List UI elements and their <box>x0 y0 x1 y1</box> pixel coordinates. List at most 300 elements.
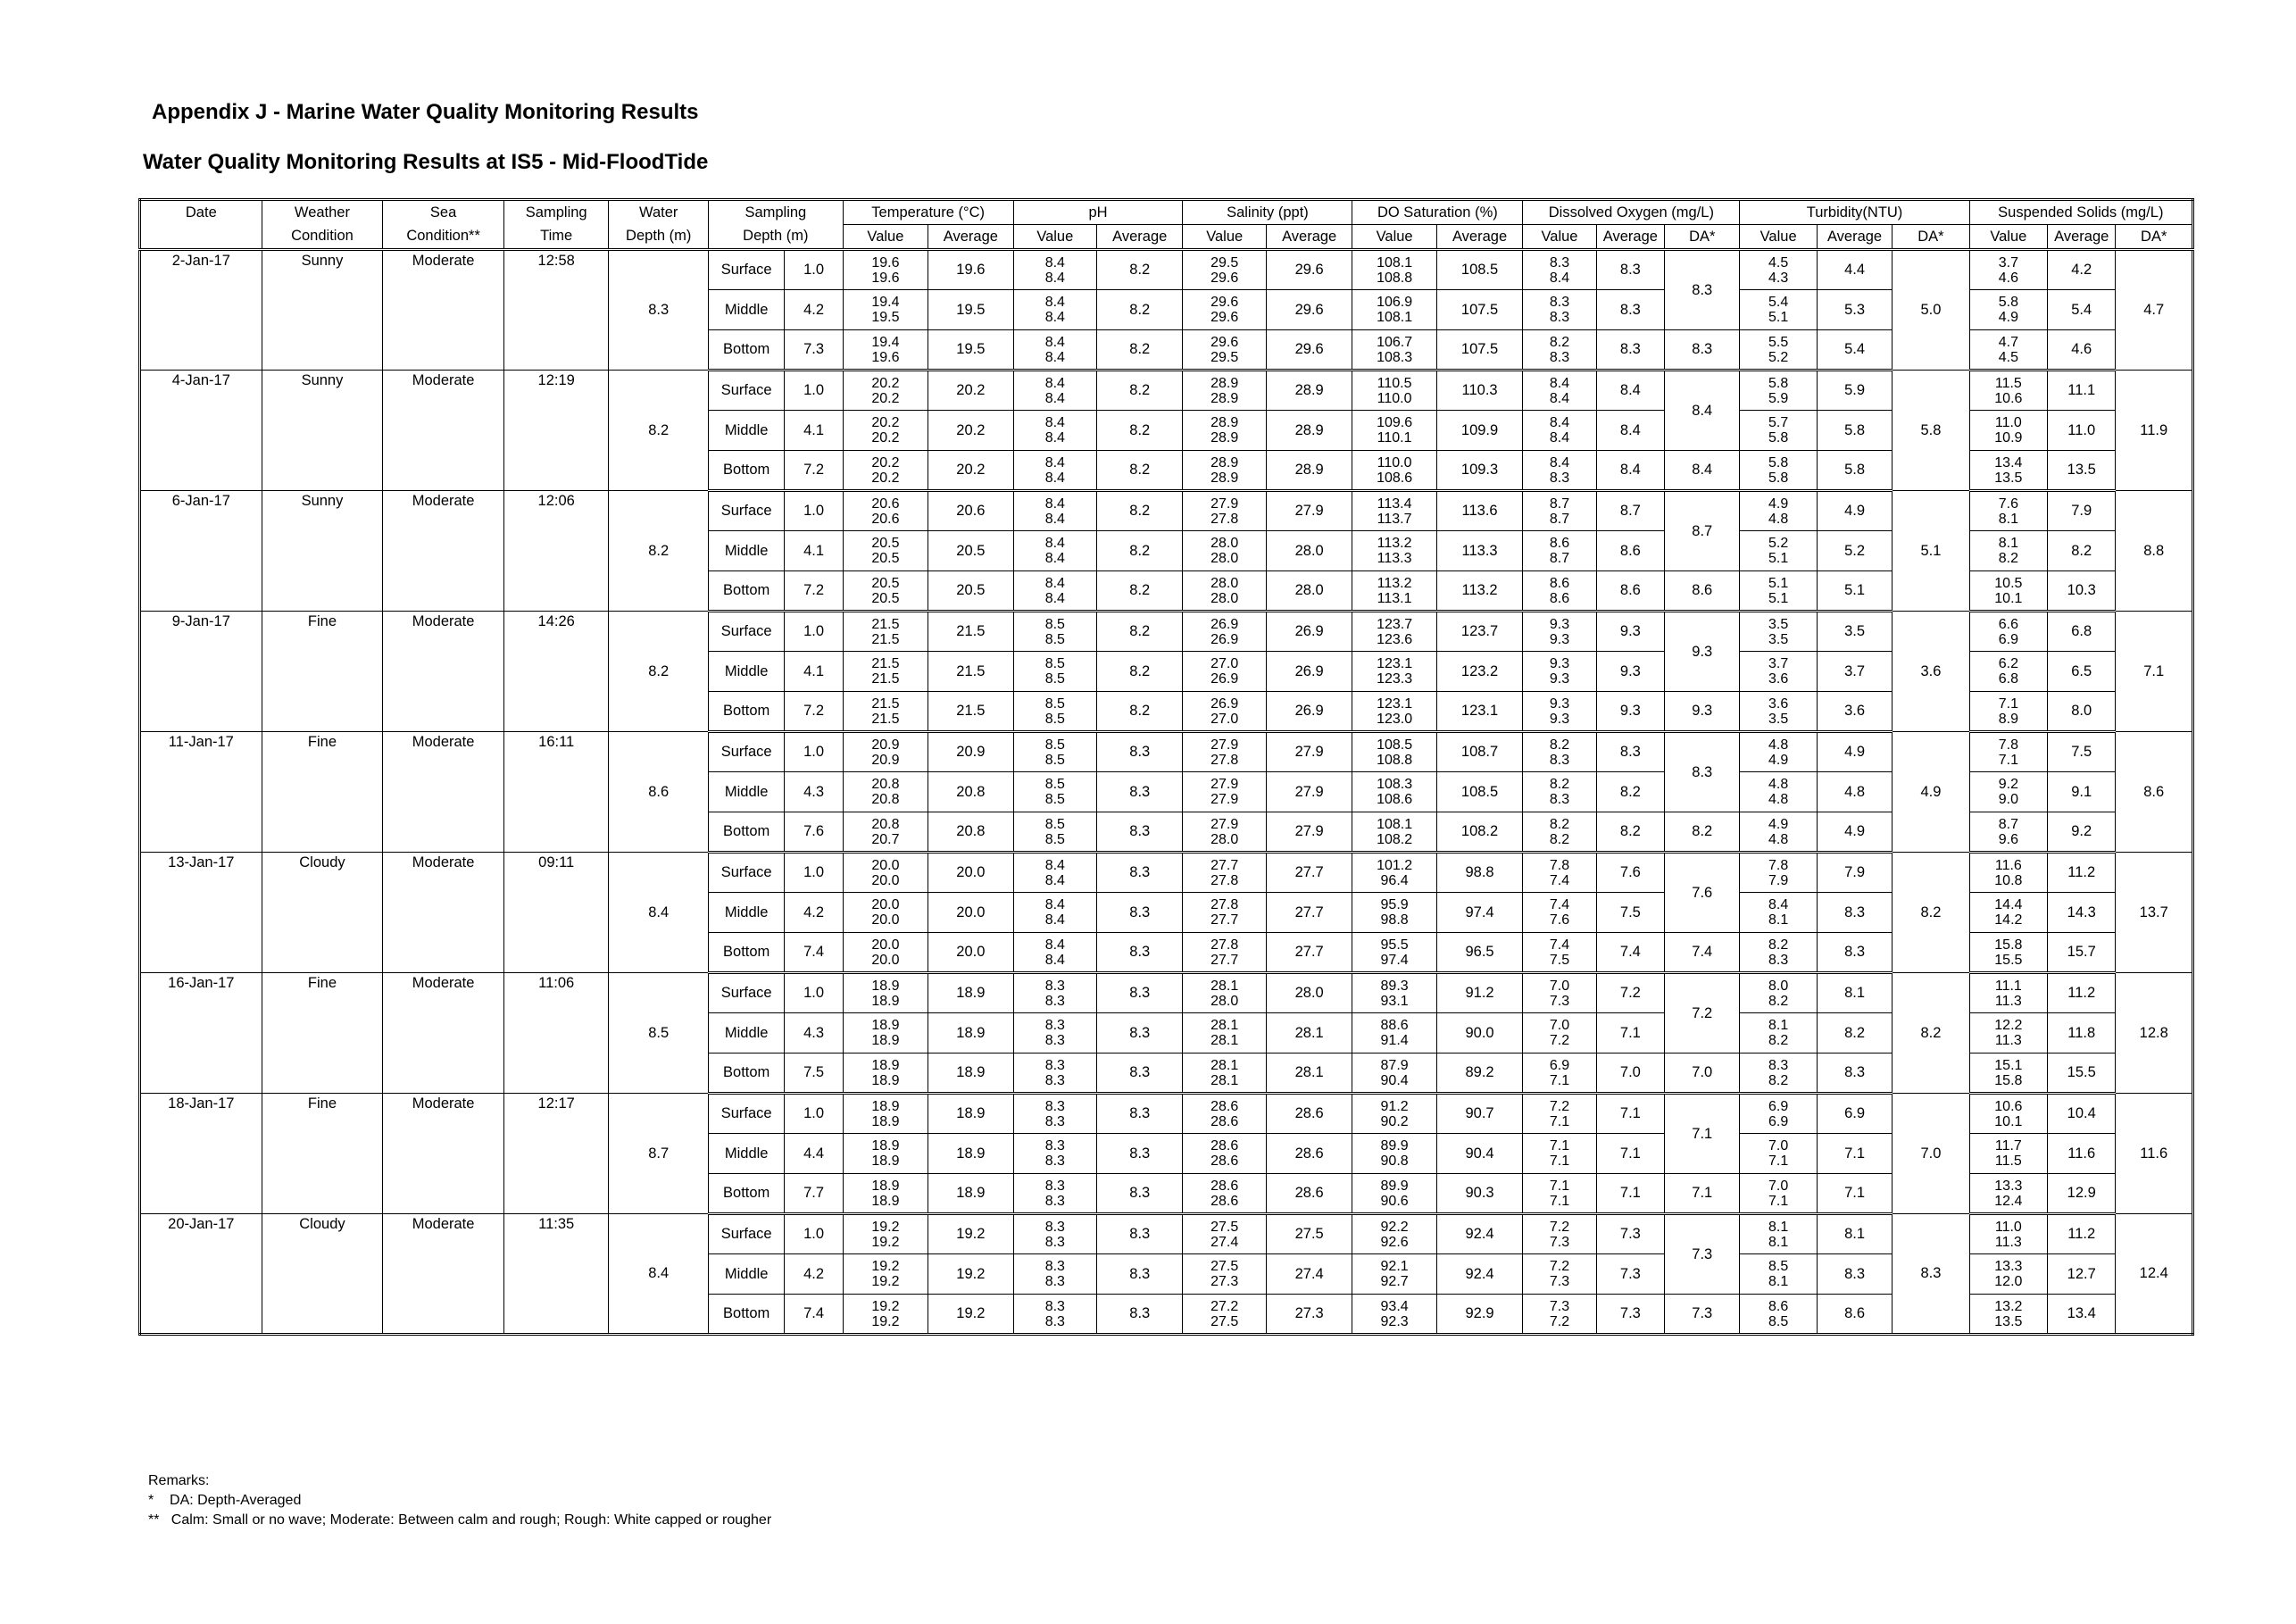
suspended-solids-value-reading-2: 8.9 <box>1998 711 2018 727</box>
table-row <box>140 732 2193 772</box>
date-cell: 13-Jan-17 <box>140 853 262 973</box>
salinity-value-reading-1: 29.6 <box>1210 295 1239 310</box>
dissolved-oxygen-average: 8.4 <box>1596 451 1664 491</box>
turbidity-da: 8.2 <box>1893 853 1969 973</box>
salinity-average: 28.0 <box>1266 531 1352 571</box>
do-saturation-average: 113.3 <box>1436 531 1522 571</box>
ph-average: 8.3 <box>1097 1254 1183 1295</box>
suspended-solids-value-reading-1: 15.1 <box>1994 1057 2023 1073</box>
dissolved-oxygen-value-reading-1: 8.3 <box>1549 254 1570 271</box>
turbidity-value-reading-1: 8.5 <box>1768 1259 1789 1274</box>
turbidity-value-reading-2: 3.5 <box>1768 711 1789 727</box>
salinity-value-reading-1: 27.9 <box>1210 816 1239 832</box>
turbidity-value-reading-1: 4.9 <box>1768 496 1789 512</box>
temperature-average: 20.5 <box>928 531 1013 571</box>
temperature-value <box>843 772 928 812</box>
do-saturation-average: 108.7 <box>1436 732 1522 772</box>
salinity-value-reading-2: 28.6 <box>1210 1193 1239 1209</box>
suspended-solids-average: 9.2 <box>2048 812 2116 853</box>
dissolved-oxygen-value <box>1523 1254 1596 1295</box>
do-saturation-average: 91.2 <box>1436 973 1522 1013</box>
ph-value-reading-2: 8.4 <box>1044 912 1065 928</box>
sampling-level-cell: Surface <box>708 371 784 411</box>
salinity-value-reading-2: 26.9 <box>1210 671 1239 687</box>
do-saturation-value <box>1352 371 1436 411</box>
dissolved-oxygen-value-reading-2: 9.3 <box>1549 631 1570 647</box>
dissolved-oxygen-value <box>1523 612 1596 652</box>
table-body <box>140 250 2193 1335</box>
ph-value-reading-2: 8.4 <box>1044 349 1065 365</box>
ph-average: 8.2 <box>1097 612 1183 652</box>
sampling-level-cell: Bottom <box>708 330 784 371</box>
salinity-average: 26.9 <box>1266 612 1352 652</box>
dissolved-oxygen-average: 8.2 <box>1596 772 1664 812</box>
salinity-value <box>1183 652 1266 692</box>
dissolved-oxygen-da: 8.4 <box>1665 371 1740 451</box>
temperature-value-reading-2: 20.0 <box>871 872 900 888</box>
turbidity-average: 4.9 <box>1817 812 1892 853</box>
do-saturation-value <box>1352 612 1436 652</box>
suspended-solids-value <box>1969 371 2047 411</box>
salinity-average: 28.1 <box>1266 1054 1352 1094</box>
salinity-value <box>1183 1254 1266 1295</box>
suspended-solids-value <box>1969 732 2047 772</box>
suspended-solids-value-reading-1: 11.5 <box>1994 375 2022 391</box>
dissolved-oxygen-value-reading-1: 7.0 <box>1549 978 1570 994</box>
suspended-solids-average: 11.0 <box>2048 411 2116 451</box>
header-subcol: Average <box>928 225 1013 250</box>
salinity-value-reading-2: 27.5 <box>1210 1313 1239 1329</box>
suspended-solids-value-reading-1: 13.3 <box>1994 1178 2023 1194</box>
sampling-time-cell: 12:58 <box>503 250 609 371</box>
ph-value <box>1013 1254 1096 1295</box>
turbidity-value-reading-1: 6.9 <box>1768 1098 1789 1114</box>
header-water-depth-sub: Depth (m) <box>609 225 709 250</box>
temperature-value <box>843 612 928 652</box>
temperature-value <box>843 1174 928 1214</box>
ph-value <box>1013 290 1096 330</box>
turbidity-da: 5.0 <box>1893 250 1969 371</box>
sampling-depth-cell: 4.4 <box>785 1134 843 1174</box>
salinity-value <box>1183 893 1266 933</box>
turbidity-da: 7.0 <box>1893 1094 1969 1214</box>
suspended-solids-value-reading-2: 11.3 <box>1994 1033 2022 1048</box>
sampling-depth-cell: 1.0 <box>785 1214 843 1254</box>
temperature-value-reading-2: 18.9 <box>871 1033 900 1048</box>
turbidity-value <box>1740 1013 1817 1054</box>
ph-value-reading-2: 8.5 <box>1044 711 1065 727</box>
ph-average: 8.3 <box>1097 772 1183 812</box>
table-title: Water Quality Monitoring Results at IS5 - Mid-FloodTide <box>143 150 709 174</box>
do-saturation-value <box>1352 411 1436 451</box>
salinity-value <box>1183 612 1266 652</box>
temperature-value-reading-2: 20.5 <box>871 551 900 566</box>
temperature-value <box>843 1295 928 1335</box>
ph-value-reading-1: 8.3 <box>1044 1057 1065 1073</box>
temperature-value-reading-2: 20.0 <box>871 912 900 928</box>
header-weather-sub: Condition <box>262 225 383 250</box>
temperature-value <box>843 571 928 612</box>
dissolved-oxygen-value-reading-1: 7.1 <box>1549 1178 1570 1194</box>
salinity-average: 28.0 <box>1266 973 1352 1013</box>
do-saturation-average: 90.4 <box>1436 1134 1522 1174</box>
turbidity-value-reading-2: 8.1 <box>1768 1234 1789 1250</box>
sampling-level-cell: Middle <box>708 1254 784 1295</box>
do-saturation-value-reading-2: 108.6 <box>1377 792 1413 807</box>
suspended-solids-value <box>1969 692 2047 732</box>
salinity-value <box>1183 451 1266 491</box>
remark-line: ** Calm: Small or no wave; Moderate: Between calm and rough; Rough: White capped or rougher <box>148 1512 772 1528</box>
water-depth-cell: 8.3 <box>609 250 709 371</box>
suspended-solids-average: 14.3 <box>2048 893 2116 933</box>
temperature-average: 20.2 <box>928 411 1013 451</box>
temperature-value-reading-1: 19.6 <box>871 254 900 271</box>
dissolved-oxygen-value <box>1523 1013 1596 1054</box>
turbidity-average: 8.3 <box>1817 893 1892 933</box>
salinity-average: 28.6 <box>1266 1174 1352 1214</box>
dissolved-oxygen-value-reading-2: 7.3 <box>1549 1234 1570 1250</box>
dissolved-oxygen-average: 9.3 <box>1596 612 1664 652</box>
suspended-solids-value-reading-2: 12.4 <box>1994 1193 2023 1209</box>
temperature-value-reading-1: 21.5 <box>871 656 900 671</box>
salinity-average: 27.7 <box>1266 893 1352 933</box>
salinity-value <box>1183 1174 1266 1214</box>
salinity-average: 27.9 <box>1266 812 1352 853</box>
suspended-solids-average: 7.5 <box>2048 732 2116 772</box>
suspended-solids-value <box>1969 893 2047 933</box>
dissolved-oxygen-value-reading-2: 8.3 <box>1549 349 1570 365</box>
sampling-level-cell: Bottom <box>708 571 784 612</box>
suspended-solids-value-reading-1: 8.7 <box>1998 816 2018 832</box>
sampling-level-cell: Surface <box>708 612 784 652</box>
temperature-value-reading-2: 20.7 <box>871 831 900 847</box>
sampling-depth-cell: 1.0 <box>785 491 843 531</box>
ph-value-reading-2: 8.3 <box>1044 1313 1065 1329</box>
dissolved-oxygen-average: 7.2 <box>1596 973 1664 1013</box>
dissolved-oxygen-value <box>1523 571 1596 612</box>
turbidity-value-reading-2: 5.2 <box>1768 349 1789 365</box>
temperature-average: 20.0 <box>928 853 1013 893</box>
salinity-value-reading-2: 27.7 <box>1210 912 1239 928</box>
weather-cell: Cloudy <box>262 1214 383 1335</box>
turbidity-value-reading-1: 5.1 <box>1768 575 1789 591</box>
do-saturation-value-reading-2: 110.0 <box>1377 390 1412 406</box>
temperature-value-reading-2: 19.2 <box>871 1234 900 1250</box>
suspended-solids-average: 11.2 <box>2048 853 2116 893</box>
turbidity-value <box>1740 1214 1817 1254</box>
suspended-solids-average: 6.5 <box>2048 652 2116 692</box>
do-saturation-average: 90.3 <box>1436 1174 1522 1214</box>
temperature-value <box>843 652 928 692</box>
temperature-average: 19.2 <box>928 1295 1013 1335</box>
dissolved-oxygen-value <box>1523 250 1596 290</box>
dissolved-oxygen-average: 7.5 <box>1596 893 1664 933</box>
temperature-average: 19.5 <box>928 330 1013 371</box>
weather-cell: Cloudy <box>262 853 383 973</box>
ph-value-reading-2: 8.3 <box>1044 1193 1065 1209</box>
temperature-value-reading-1: 18.9 <box>871 1098 900 1114</box>
salinity-average: 29.6 <box>1266 290 1352 330</box>
header-suspended-solids: Suspended Solids (mg/L) <box>1969 200 2192 225</box>
sampling-depth-cell: 7.2 <box>785 692 843 732</box>
do-saturation-value-reading-2: 110.1 <box>1377 430 1412 446</box>
dissolved-oxygen-average: 7.6 <box>1596 853 1664 893</box>
turbidity-value-reading-2: 5.8 <box>1768 430 1789 446</box>
ph-value-reading-2: 8.4 <box>1044 270 1065 286</box>
do-saturation-value-reading-1: 95.9 <box>1380 897 1409 912</box>
do-saturation-value-reading-2: 108.6 <box>1377 470 1413 486</box>
header-dissolved-oxygen: Dissolved Oxygen (mg/L) <box>1523 200 1740 225</box>
do-saturation-value-reading-2: 108.3 <box>1377 349 1413 365</box>
temperature-value <box>843 330 928 371</box>
ph-value-reading-1: 8.5 <box>1044 777 1065 792</box>
temperature-value-reading-2: 18.9 <box>871 993 900 1009</box>
turbidity-average: 6.9 <box>1817 1094 1892 1134</box>
salinity-average: 26.9 <box>1266 692 1352 732</box>
sampling-level-cell: Bottom <box>708 1295 784 1335</box>
ph-value <box>1013 250 1096 290</box>
turbidity-value-reading-1: 3.6 <box>1768 695 1789 712</box>
dissolved-oxygen-bottom-da: 7.1 <box>1665 1174 1740 1214</box>
dissolved-oxygen-value <box>1523 1214 1596 1254</box>
dissolved-oxygen-da: 7.2 <box>1665 973 1740 1054</box>
sampling-depth-cell: 4.2 <box>785 893 843 933</box>
weather-cell: Fine <box>262 1094 383 1214</box>
temperature-average: 20.0 <box>928 933 1013 973</box>
suspended-solids-average: 11.2 <box>2048 1214 2116 1254</box>
dissolved-oxygen-value-reading-2: 8.3 <box>1549 792 1570 807</box>
sea-condition-cell: Moderate <box>383 973 504 1094</box>
suspended-solids-da: 12.4 <box>2116 1214 2193 1335</box>
sampling-depth-cell: 7.4 <box>785 933 843 973</box>
turbidity-value-reading-2: 8.2 <box>1768 1072 1789 1088</box>
temperature-value <box>843 451 928 491</box>
temperature-average: 19.2 <box>928 1254 1013 1295</box>
do-saturation-value-reading-1: 113.2 <box>1377 536 1412 551</box>
do-saturation-value-reading-2: 108.8 <box>1377 752 1413 768</box>
suspended-solids-value-reading-2: 6.9 <box>1998 631 2018 647</box>
do-saturation-average: 96.5 <box>1436 933 1522 973</box>
salinity-value-reading-1: 26.9 <box>1210 695 1239 712</box>
header-subcol: Value <box>1740 225 1817 250</box>
salinity-value <box>1183 732 1266 772</box>
dissolved-oxygen-value <box>1523 1134 1596 1174</box>
header-subcol: Value <box>1352 225 1436 250</box>
salinity-value-reading-2: 28.1 <box>1210 1072 1239 1088</box>
do-saturation-value-reading-1: 106.9 <box>1377 295 1413 310</box>
do-saturation-value <box>1352 973 1436 1013</box>
dissolved-oxygen-value-reading-1: 7.2 <box>1549 1219 1570 1235</box>
salinity-value <box>1183 491 1266 531</box>
salinity-value-reading-1: 28.6 <box>1210 1178 1239 1194</box>
turbidity-value <box>1740 330 1817 371</box>
salinity-value-reading-2: 26.9 <box>1210 631 1239 647</box>
turbidity-average: 4.4 <box>1817 250 1892 290</box>
do-saturation-value <box>1352 772 1436 812</box>
dissolved-oxygen-average: 8.3 <box>1596 250 1664 290</box>
sampling-depth-cell: 7.4 <box>785 1295 843 1335</box>
do-saturation-value-reading-2: 97.4 <box>1380 952 1409 968</box>
dissolved-oxygen-da: 8.3 <box>1665 732 1740 812</box>
ph-value <box>1013 732 1096 772</box>
dissolved-oxygen-value-reading-1: 8.7 <box>1549 496 1570 512</box>
turbidity-value <box>1740 933 1817 973</box>
do-saturation-value <box>1352 290 1436 330</box>
suspended-solids-value-reading-1: 5.8 <box>1998 295 2018 310</box>
do-saturation-value <box>1352 491 1436 531</box>
salinity-value <box>1183 1054 1266 1094</box>
turbidity-da: 5.8 <box>1893 371 1969 491</box>
dissolved-oxygen-average: 8.2 <box>1596 812 1664 853</box>
dissolved-oxygen-average: 7.1 <box>1596 1094 1664 1134</box>
header-subcol: DA* <box>2116 225 2193 250</box>
suspended-solids-value <box>1969 772 2047 812</box>
do-saturation-average: 107.5 <box>1436 330 1522 371</box>
dissolved-oxygen-value-reading-2: 7.5 <box>1549 952 1570 968</box>
temperature-value-reading-1: 18.9 <box>871 1057 900 1073</box>
dissolved-oxygen-value-reading-2: 8.7 <box>1549 551 1570 566</box>
header-water-depth: Water <box>609 200 709 225</box>
temperature-value-reading-2: 20.6 <box>871 511 900 527</box>
dissolved-oxygen-bottom-da: 7.0 <box>1665 1054 1740 1094</box>
do-saturation-value <box>1352 531 1436 571</box>
turbidity-value <box>1740 250 1817 290</box>
dissolved-oxygen-value-reading-2: 8.4 <box>1549 390 1570 406</box>
suspended-solids-da: 13.7 <box>2116 853 2193 973</box>
suspended-solids-average: 13.4 <box>2048 1295 2116 1335</box>
do-saturation-value-reading-2: 90.2 <box>1380 1113 1409 1129</box>
ph-value <box>1013 1013 1096 1054</box>
turbidity-average: 7.1 <box>1817 1174 1892 1214</box>
dissolved-oxygen-value <box>1523 853 1596 893</box>
sampling-level-cell: Surface <box>708 853 784 893</box>
do-saturation-average: 97.4 <box>1436 893 1522 933</box>
dissolved-oxygen-average: 7.1 <box>1596 1013 1664 1054</box>
turbidity-value-reading-1: 7.8 <box>1768 857 1789 873</box>
suspended-solids-value-reading-1: 13.2 <box>1994 1298 2023 1314</box>
header-sea-sub: Condition** <box>383 225 504 250</box>
suspended-solids-value-reading-1: 6.6 <box>1998 616 2018 632</box>
suspended-solids-value-reading-1: 13.3 <box>1994 1259 2023 1274</box>
dissolved-oxygen-value-reading-2: 7.1 <box>1549 1153 1570 1169</box>
suspended-solids-da: 11.6 <box>2116 1094 2193 1214</box>
suspended-solids-value <box>1969 1214 2047 1254</box>
dissolved-oxygen-value-reading-1: 8.4 <box>1549 454 1570 471</box>
sampling-level-cell: Surface <box>708 491 784 531</box>
ph-average: 8.3 <box>1097 1134 1183 1174</box>
temperature-average: 20.9 <box>928 732 1013 772</box>
salinity-value-reading-2: 29.5 <box>1210 349 1239 365</box>
sampling-level-cell: Surface <box>708 732 784 772</box>
do-saturation-value <box>1352 853 1436 893</box>
temperature-value <box>843 1094 928 1134</box>
dissolved-oxygen-value-reading-2: 8.2 <box>1549 831 1570 847</box>
ph-average: 8.3 <box>1097 973 1183 1013</box>
temperature-value-reading-1: 19.2 <box>871 1298 900 1314</box>
dissolved-oxygen-value-reading-2: 8.7 <box>1549 511 1570 527</box>
suspended-solids-value <box>1969 812 2047 853</box>
header-subcol: Average <box>1817 225 1892 250</box>
dissolved-oxygen-average: 9.3 <box>1596 692 1664 732</box>
do-saturation-value-reading-1: 108.1 <box>1377 254 1413 271</box>
do-saturation-average: 98.8 <box>1436 853 1522 893</box>
suspended-solids-da: 11.9 <box>2116 371 2193 491</box>
ph-value <box>1013 612 1096 652</box>
temperature-value-reading-1: 21.5 <box>871 695 900 712</box>
temperature-value-reading-1: 20.0 <box>871 937 900 953</box>
salinity-value-reading-1: 28.9 <box>1210 454 1239 471</box>
ph-value-reading-1: 8.3 <box>1044 1098 1065 1114</box>
sampling-level-cell: Middle <box>708 772 784 812</box>
sampling-level-cell: Middle <box>708 1013 784 1054</box>
ph-value-reading-1: 8.4 <box>1044 575 1065 591</box>
ph-value-reading-2: 8.4 <box>1044 511 1065 527</box>
header-temperature: Temperature (°C) <box>843 200 1013 225</box>
dissolved-oxygen-da: 7.1 <box>1665 1094 1740 1174</box>
turbidity-average: 8.2 <box>1817 1013 1892 1054</box>
turbidity-value-reading-1: 8.6 <box>1768 1298 1789 1314</box>
ph-value-reading-1: 8.3 <box>1044 1178 1065 1194</box>
temperature-value-reading-2: 19.6 <box>871 270 900 286</box>
dissolved-oxygen-value-reading-1: 7.2 <box>1549 1098 1570 1114</box>
sampling-level-cell: Middle <box>708 1134 784 1174</box>
do-saturation-average: 123.2 <box>1436 652 1522 692</box>
suspended-solids-da: 4.7 <box>2116 250 2193 371</box>
do-saturation-value <box>1352 893 1436 933</box>
dissolved-oxygen-value-reading-2: 8.4 <box>1549 270 1570 286</box>
suspended-solids-average: 8.0 <box>2048 692 2116 732</box>
remarks <box>148 1471 771 1530</box>
sea-condition-cell: Moderate <box>383 612 504 732</box>
turbidity-average: 4.8 <box>1817 772 1892 812</box>
ph-average: 8.2 <box>1097 451 1183 491</box>
dissolved-oxygen-bottom-da: 8.4 <box>1665 451 1740 491</box>
salinity-value-reading-1: 28.6 <box>1210 1138 1239 1153</box>
salinity-value <box>1183 531 1266 571</box>
ph-value-reading-1: 8.4 <box>1044 897 1065 912</box>
weather-cell: Fine <box>262 612 383 732</box>
header-subcol: Value <box>1523 225 1596 250</box>
temperature-value <box>843 893 928 933</box>
ph-value-reading-1: 8.3 <box>1044 978 1065 994</box>
turbidity-value-reading-2: 5.1 <box>1768 310 1789 325</box>
do-saturation-value-reading-2: 93.1 <box>1380 993 1409 1009</box>
temperature-value-reading-1: 18.9 <box>871 1178 900 1194</box>
turbidity-value-reading-1: 8.0 <box>1768 978 1789 994</box>
weather-cell: Fine <box>262 732 383 853</box>
suspended-solids-value-reading-2: 11.5 <box>1994 1153 2022 1169</box>
turbidity-value-reading-1: 4.8 <box>1768 737 1789 753</box>
ph-average: 8.3 <box>1097 732 1183 772</box>
suspended-solids-value-reading-1: 11.1 <box>1994 978 2022 994</box>
sampling-depth-cell: 7.2 <box>785 571 843 612</box>
temperature-average: 21.5 <box>928 652 1013 692</box>
temperature-value <box>843 1013 928 1054</box>
ph-value-reading-1: 8.4 <box>1044 334 1065 350</box>
salinity-value <box>1183 692 1266 732</box>
ph-value <box>1013 853 1096 893</box>
dissolved-oxygen-bottom-da: 8.2 <box>1665 812 1740 853</box>
salinity-average: 27.4 <box>1266 1254 1352 1295</box>
sea-condition-cell: Moderate <box>383 1094 504 1214</box>
ph-value-reading-1: 8.4 <box>1044 937 1065 953</box>
dissolved-oxygen-average: 8.3 <box>1596 732 1664 772</box>
suspended-solids-average: 7.9 <box>2048 491 2116 531</box>
ph-average: 8.3 <box>1097 853 1183 893</box>
salinity-value-reading-2: 27.3 <box>1210 1274 1239 1289</box>
do-saturation-value-reading-2: 123.6 <box>1377 631 1413 647</box>
date-cell: 2-Jan-17 <box>140 250 262 371</box>
